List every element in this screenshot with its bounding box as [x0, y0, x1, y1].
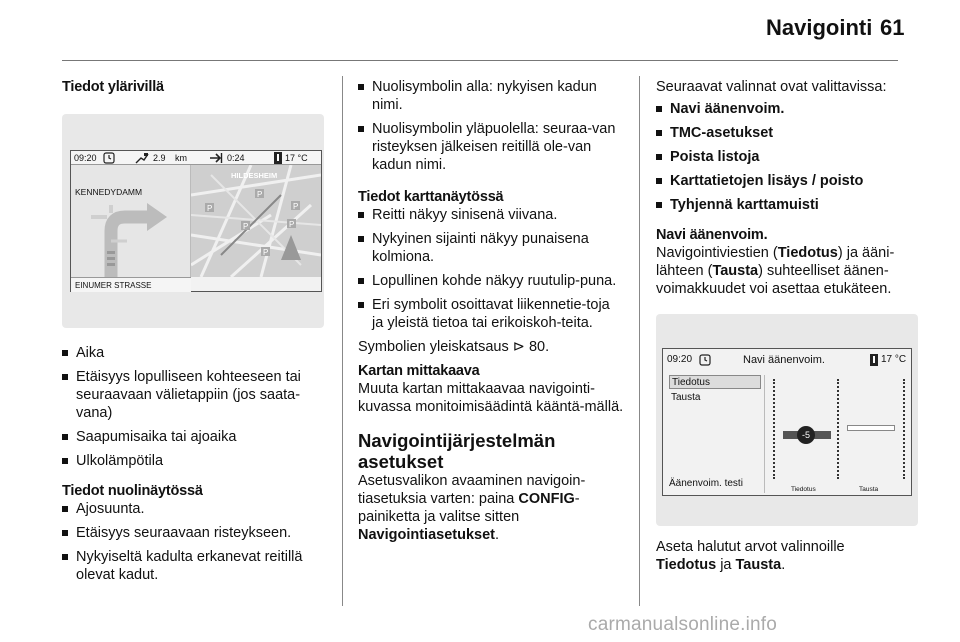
navi-volume-text	[656, 244, 918, 298]
navi-volume-text-1: Navigointiviestien (	[656, 245, 778, 261]
arrow-view-info-list	[62, 500, 328, 584]
dotted-guide	[773, 379, 775, 479]
list-item: TMC-asetukset	[656, 124, 918, 142]
column-1	[62, 78, 328, 590]
screen-title: Navi äänenvoim.	[743, 354, 825, 366]
page-header-title: Navigointi	[766, 15, 873, 40]
list-item: Nuolisymbolin yläpuolella: seuraa-van risteyksen jälkeisen reitillä ole-van kadun nimi.	[358, 120, 624, 174]
navigation-settings-menu-name: Navigointiasetukset	[358, 527, 495, 543]
outside-temperature: 17 °C	[285, 153, 308, 163]
display-top-bar	[663, 349, 911, 371]
navigation-display	[70, 150, 322, 292]
map-pane	[191, 165, 321, 277]
menu-item-volume-test[interactable]: Äänenvoim. testi	[669, 478, 743, 489]
time-readout: 09:20	[667, 354, 693, 365]
list-item: Etäisyys seuraavaan risteykseen.	[62, 524, 328, 542]
figure-navi-volume-screen	[656, 314, 918, 526]
settings-options-list	[656, 100, 918, 214]
list-item: Aika	[62, 344, 328, 362]
settings-text-end: .	[495, 527, 500, 543]
map-place-label: HILDESHEIM	[231, 171, 278, 180]
menu-item-tausta[interactable]: Tausta	[671, 392, 701, 403]
header-divider	[62, 60, 898, 61]
settings-text-continued: -painiketta ja valitse sitten	[358, 491, 580, 525]
tausta-term: Tausta	[712, 263, 759, 279]
watermark: carmanualsonline.info	[588, 614, 778, 635]
list-item: Saapumisaika tai ajoaika	[62, 428, 328, 446]
tiedotus-term: Tiedotus	[656, 557, 717, 573]
time-readout: 09:20	[74, 153, 97, 163]
svg-text:P: P	[257, 190, 263, 199]
top-row-info-list	[62, 344, 328, 470]
column-3	[656, 78, 918, 574]
symbols-reference-text: Symbolien yleiskatsaus	[358, 339, 509, 355]
list-item: Poista listoja	[656, 148, 918, 166]
menu-item-tiedotus[interactable]: Tiedotus	[669, 375, 761, 389]
page-reference-arrow-icon: ⊳	[512, 339, 525, 355]
navi-volume-text-2: ) ja ääni-lähteen (	[656, 245, 895, 279]
list-item: Nykyinen sijainti näkyy punaisena kolmiona.	[358, 230, 624, 266]
svg-text:P: P	[207, 204, 213, 213]
column-2	[358, 78, 624, 544]
distance-total: 2.9	[153, 153, 166, 163]
list-item: Tyhjennä karttamuisti	[656, 196, 918, 214]
bottom-conjunction: ja	[720, 557, 732, 573]
tiedotus-term: Tiedotus	[777, 245, 838, 261]
svg-text:P: P	[289, 220, 295, 229]
list-item: Eri symbolit osoittavat liikennetie-toja ja yleistä tietoa tai erikoiskoh-teita.	[358, 296, 624, 332]
config-button-name: CONFIG	[518, 491, 575, 507]
svg-text:P: P	[293, 202, 299, 211]
list-item: Nuolisymbolin alla: nykyisen kadun nimi.	[358, 78, 624, 114]
section-heading-map-view: Tiedot karttanäytössä	[358, 189, 504, 205]
arrival-time: 0:24	[227, 153, 245, 163]
section-heading-top-row: Tiedot ylärivillä	[62, 79, 164, 95]
dotted-guide	[903, 379, 905, 479]
section-heading-navi-volume: Navi äänenvoim.	[656, 227, 768, 243]
section-heading-map-scale: Kartan mittakaava	[358, 363, 480, 379]
tausta-slider-bar[interactable]	[847, 425, 895, 431]
section-heading-nav-settings-line-1: Navigointijärjestelmän	[358, 430, 556, 451]
list-item: Ajosuunta.	[62, 500, 328, 518]
tausta-term: Tausta	[735, 557, 782, 573]
arrow-view-info-list-continued	[358, 78, 624, 174]
current-street-label: KENNEDYDAMM	[75, 187, 143, 197]
bottom-text-end: .	[781, 557, 786, 573]
list-item: Etäisyys lopulliseen kohteeseen tai seuraavaan välietappiin (jos saata-vana)	[62, 368, 328, 422]
svg-text:P: P	[263, 248, 269, 257]
thermometer-icon	[869, 349, 879, 375]
options-intro: Seuraavat valinnat ovat valittavissa:	[656, 79, 887, 95]
next-street-label: EINUMER STRASSE	[71, 277, 191, 292]
map-view-info-list	[358, 206, 624, 332]
section-heading-nav-settings-line-2: asetukset	[358, 451, 444, 472]
column-label-tausta: Tausta	[859, 486, 879, 493]
dotted-guide	[837, 379, 839, 479]
tiedotus-slider-value[interactable]: -5	[797, 426, 815, 444]
figure-navigation-screen	[62, 114, 324, 328]
settings-text: Asetusvalikon avaaminen navigoin-tiasetuksia varten: paina	[358, 473, 586, 507]
volume-display	[662, 348, 912, 496]
clock-icon	[699, 349, 711, 375]
distance-unit: km	[175, 153, 187, 163]
outside-temperature: 17 °C	[881, 354, 907, 365]
navi-volume-text-3: ) suhteelliset äänen-voimakkuudet voi asettaa etukäteen.	[656, 263, 892, 297]
bottom-instructions	[656, 538, 918, 574]
display-top-bar	[71, 151, 321, 165]
list-item: Navi äänenvoim.	[656, 100, 918, 118]
list-item: Reitti näkyy sinisenä viivana.	[358, 206, 624, 224]
list-item: Ulkolämpötila	[62, 452, 328, 470]
page-number: 61	[880, 15, 905, 40]
bottom-text: Aseta halutut arvot valinnoille	[656, 539, 845, 555]
column-divider-1	[342, 76, 343, 606]
arrow-view-pane	[71, 165, 191, 277]
settings-instructions	[358, 472, 624, 544]
turn-arrow-graphic	[71, 165, 191, 277]
column-label-tiedotus: Tiedotus	[791, 486, 816, 493]
list-item: Karttatietojen lisäys / poisto	[656, 172, 918, 190]
symbols-reference-page[interactable]: 80.	[528, 339, 550, 355]
svg-text:P: P	[243, 222, 249, 231]
map-scale-text: Muuta kartan mittakaavaa navigointi-kuvassa monitoimisäädintä kääntä-mällä.	[358, 381, 624, 415]
list-item: Nykyiseltä kadulta erkanevat reitillä olevat kadut.	[62, 548, 328, 584]
list-item: Lopullinen kohde näkyy ruutulip-puna.	[358, 272, 624, 290]
symbols-reference	[358, 338, 624, 356]
section-heading-arrow-view: Tiedot nuolinäytössä	[62, 483, 203, 499]
column-divider-2	[639, 76, 640, 606]
volume-menu	[667, 375, 765, 493]
